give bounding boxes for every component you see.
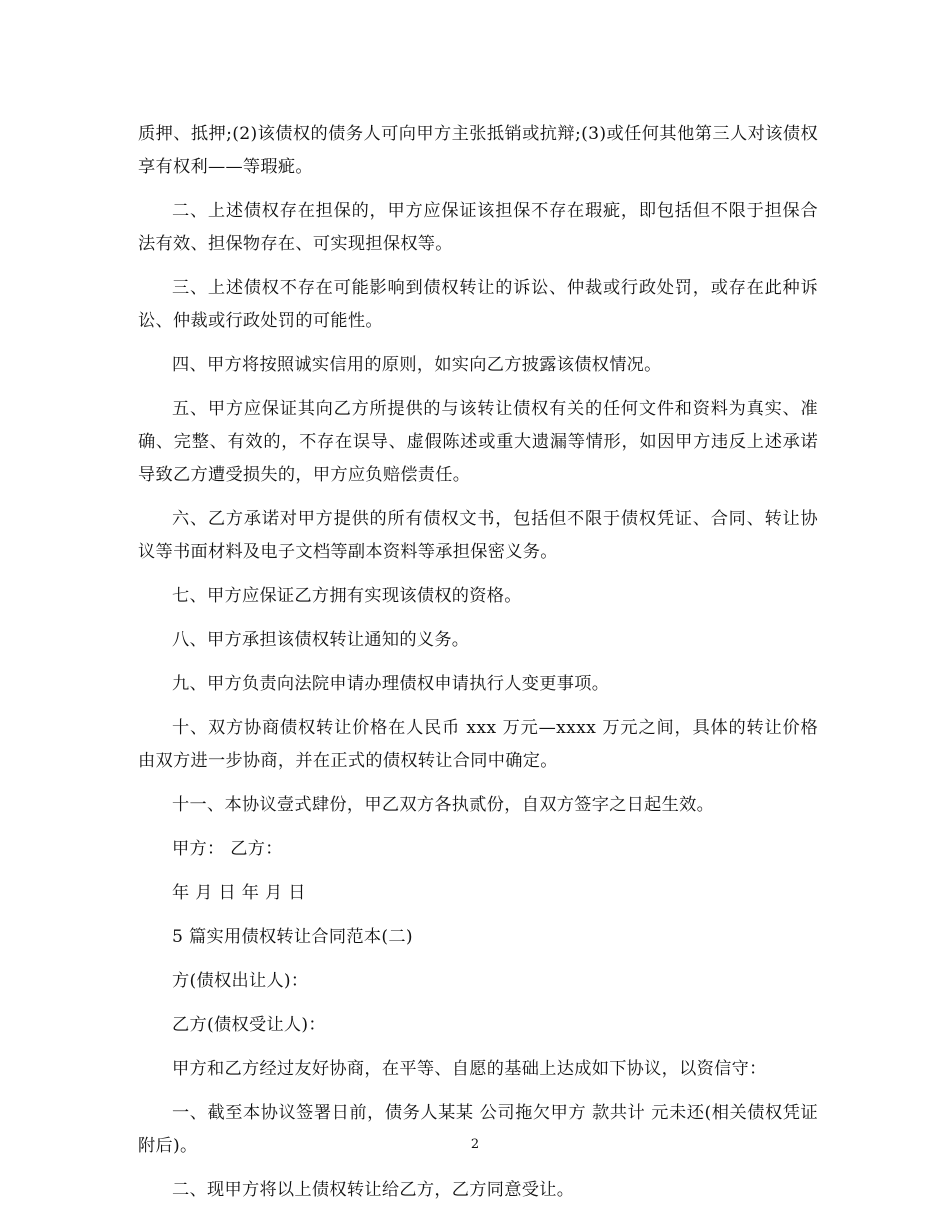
new-clause-2: 二、现甲方将以上债权转让给乙方，乙方同意受让。 [172, 1180, 575, 1200]
signature-dates: 年 月 日 年 月 日 [172, 883, 306, 903]
page-number: 2 [470, 1137, 480, 1152]
clause-5: 五、甲方应保证其向乙方所提供的与该转让债权有关的任何文件和资料为真实、准确、完整、有效的，不存在误导、虚假陈述或重大遗漏等情形，如因甲方违反上述承诺导致乙方遭受损失的，甲方应负赔偿责任。 [138, 399, 818, 485]
agreement-intro: 甲方和乙方经过友好协商，在平等、自愿的基础上达成如下协议，以资信守： [172, 1059, 767, 1079]
clause-8: 八、甲方承担该债权转让通知的义务。 [172, 630, 470, 650]
clause-2: 二、上述债权存在担保的，甲方应保证该担保不存在瑕疵，即包括但不限于担保合法有效、担保物存在、可实现担保权等。 [138, 201, 818, 254]
clause-7: 七、甲方应保证乙方拥有实现该债权的资格。 [172, 586, 522, 606]
party-a-label: 方(债权出让人)： [172, 971, 309, 991]
clause-10: 十、双方协商债权转让价格在人民币 xxx 万元—xxxx 万元之间，具体的转让价格由双方进一步协商，并在正式的债权转让合同中确定。 [138, 718, 818, 771]
clause-4: 四、甲方将按照诚实信用的原则，如实向乙方披露该债权情况。 [172, 355, 662, 375]
clause-3: 三、上述债权不存在可能影响到债权转让的诉讼、仲裁或行政处罚，或存在此种诉讼、仲裁或行政处罚的可能性。 [138, 278, 818, 331]
clause-9: 九、甲方负责向法院申请办理债权申请执行人变更事项。 [172, 674, 610, 694]
paragraph-continuation: 质押、抵押;(2)该债权的债务人可向甲方主张抵销或抗辩;(3)或任何其他第三人对该债权享有权利——等瑕疵。 [138, 124, 818, 177]
new-clause-1: 一、截至本协议签署日前，债务人某某 公司拖欠甲方 款共计 元未还(相关债权凭证附后)。 [138, 1103, 818, 1156]
party-b-label: 乙方(债权受让人)： [172, 1015, 326, 1035]
clause-6: 六、乙方承诺对甲方提供的所有债权文书，包括但不限于债权凭证、合同、转让协议等书面材料及电子文档等副本资料等承担保密义务。 [138, 509, 818, 562]
section-title: 5 篇实用债权转让合同范本(二) [172, 927, 413, 947]
document-body [138, 118, 818, 1218]
clause-11: 十一、本协议壹式肆份，甲乙双方各执贰份，自双方签字之日起生效。 [172, 795, 715, 815]
signature-parties: 甲方： 乙方： [172, 839, 283, 859]
